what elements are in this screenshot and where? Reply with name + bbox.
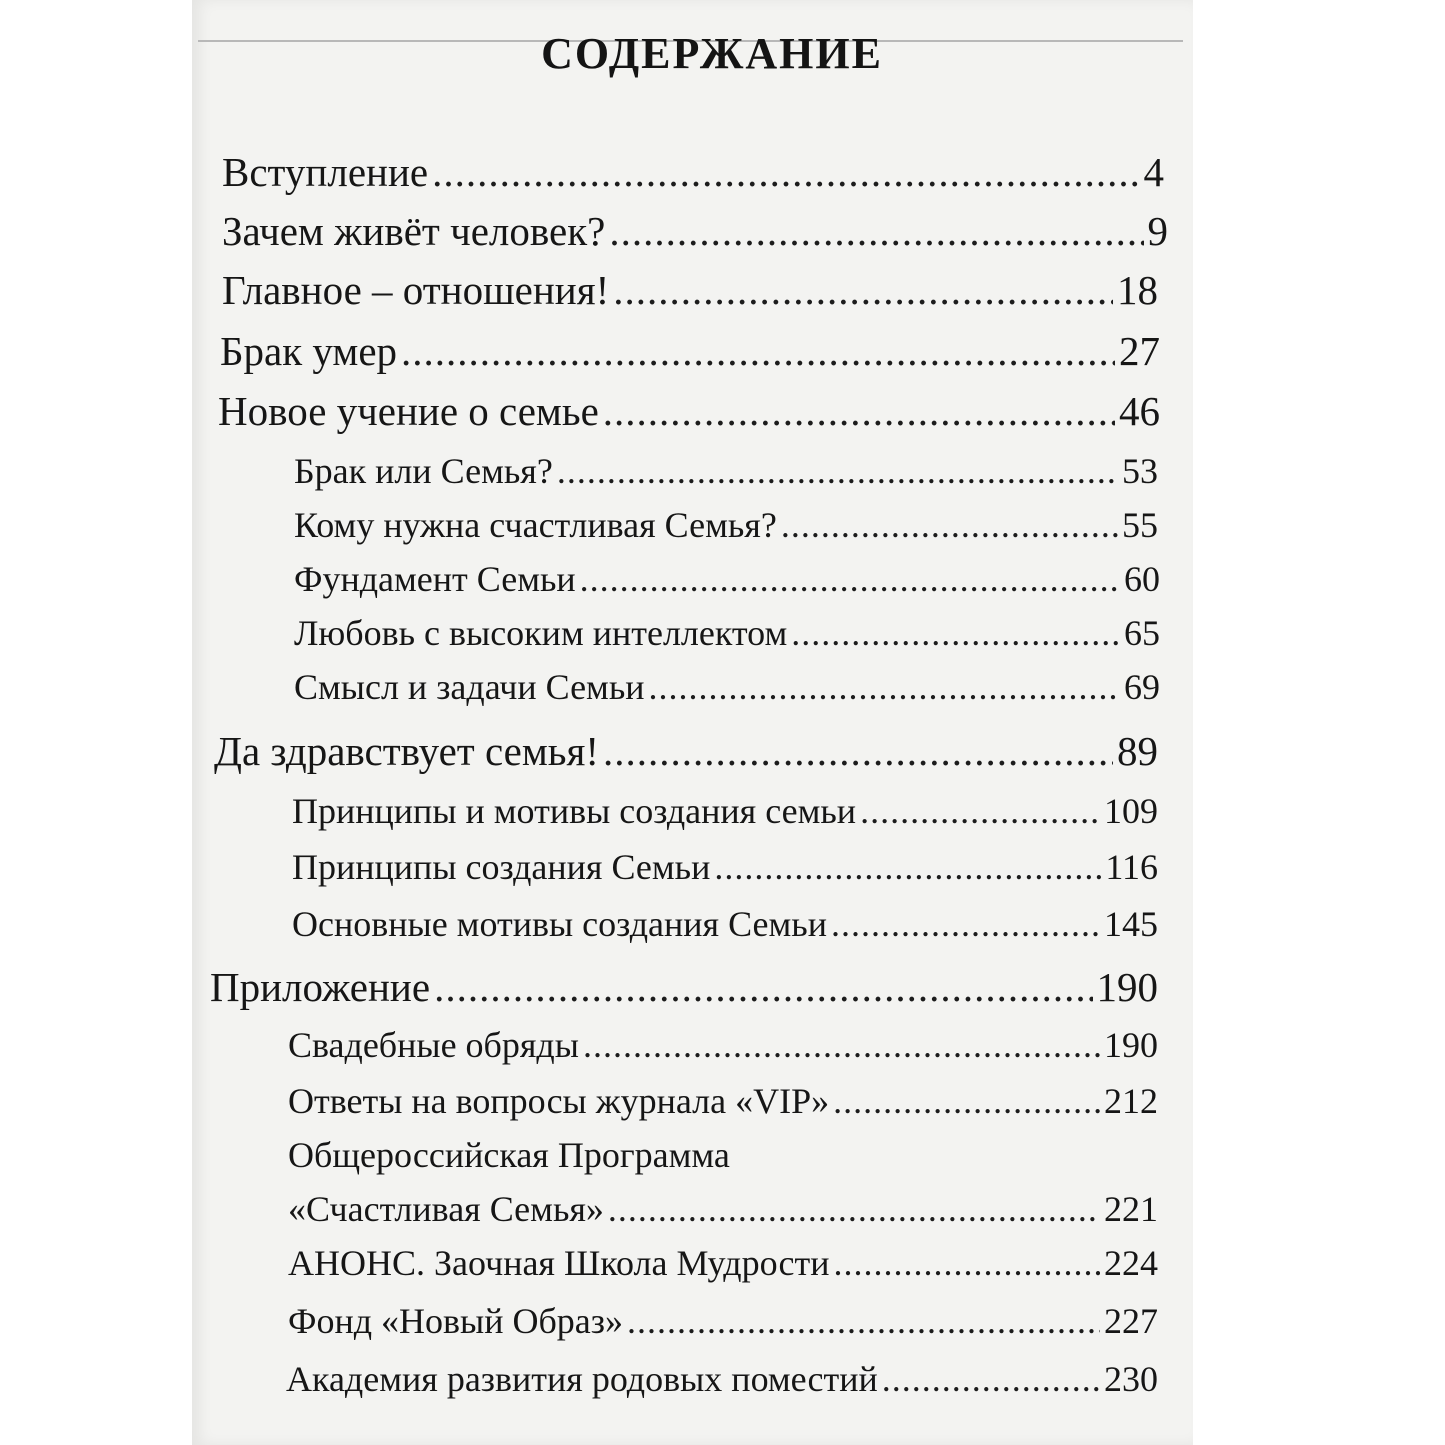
dot-leader (432, 148, 1139, 196)
toc-entry-page: 109 (1104, 791, 1158, 831)
toc-entry (286, 1358, 1158, 1400)
toc-entry-label: Да здравствует семья! (214, 728, 599, 774)
toc-entry-label: Приложение (210, 964, 431, 1010)
toc-entry (292, 790, 1158, 832)
dot-leader (627, 1300, 1100, 1342)
toc-entry (222, 266, 1158, 314)
toc-entry (294, 558, 1160, 600)
toc-entry-label: Кому нужна счастливая Семья? (294, 505, 777, 545)
toc-entry (222, 148, 1164, 196)
toc-entry-label: Любовь с высоким интеллектом (294, 613, 788, 653)
toc-entry-page: 46 (1119, 388, 1160, 434)
toc-entry-page: 227 (1104, 1301, 1158, 1341)
toc-entry-label: Принципы и мотивы создания семьи (292, 791, 857, 831)
toc-entry (288, 1300, 1158, 1342)
toc-entry-label: АНОНС. Заочная Школа Мудрости (288, 1243, 830, 1283)
toc-entry (210, 963, 1158, 1011)
toc-entry-page: 4 (1143, 149, 1164, 195)
toc-entry-label: Главное – отношения! (222, 267, 610, 313)
dot-leader (434, 963, 1092, 1011)
toc-entry-page: 212 (1104, 1081, 1158, 1121)
dot-leader (714, 846, 1101, 888)
page-title: СОДЕРЖАНИЕ (541, 29, 883, 78)
dot-leader (831, 903, 1100, 945)
dot-leader (401, 327, 1115, 375)
toc-entry (288, 1080, 1158, 1122)
toc-entry-label: Ответы на вопросы журнала «VIP» (288, 1081, 830, 1121)
toc-entry-heading-only (288, 1134, 730, 1176)
toc-entry (292, 903, 1158, 945)
table-of-contents (192, 0, 1193, 1445)
dot-leader (833, 1242, 1100, 1284)
toc-entry-page: 9 (1147, 208, 1168, 254)
toc-entry-label: Свадебные обряды (288, 1025, 579, 1065)
toc-entry-page: 27 (1119, 328, 1160, 374)
toc-entry-page: 18 (1117, 267, 1158, 313)
book-page (192, 0, 1193, 1445)
dot-leader (608, 1188, 1100, 1230)
dot-leader (603, 387, 1115, 435)
toc-entry-page: 221 (1104, 1189, 1158, 1229)
toc-entry-page: 65 (1124, 613, 1160, 653)
toc-entry (292, 846, 1158, 888)
toc-entry-page: 60 (1124, 559, 1160, 599)
toc-entry-label: Фонд «Новый Образ» (288, 1301, 623, 1341)
toc-entry-page: 53 (1122, 451, 1158, 491)
toc-entry (294, 666, 1160, 708)
toc-entry (294, 450, 1158, 492)
toc-entry-label: Вступление (222, 149, 429, 195)
dot-leader (603, 727, 1113, 775)
toc-entry-page: 190 (1096, 964, 1158, 1010)
toc-entry-label: Брак умер (220, 328, 398, 374)
toc-entry-page: 69 (1124, 667, 1160, 707)
toc-entry-label: Смысл и задачи Семьи (294, 667, 645, 707)
toc-entry-page: 89 (1117, 728, 1158, 774)
toc-entry-page: 55 (1122, 505, 1158, 545)
toc-entry-label: «Счастливая Семья» (288, 1189, 604, 1229)
toc-entry (220, 327, 1160, 375)
dot-leader (557, 450, 1118, 492)
toc-entry-label: Зачем живёт человек? (222, 208, 606, 254)
toc-entry-label: Общероссийская Программа (288, 1135, 730, 1175)
toc-entry (222, 207, 1168, 255)
toc-entry (294, 504, 1158, 546)
toc-entry (218, 387, 1160, 435)
dot-leader (833, 1080, 1100, 1122)
toc-entry (214, 727, 1158, 775)
toc-entry (288, 1188, 1158, 1230)
dot-leader (781, 504, 1118, 546)
toc-entry-page: 230 (1104, 1359, 1158, 1399)
toc-entry-label: Брак или Семья? (294, 451, 553, 491)
toc-entry (294, 612, 1160, 654)
toc-entry-label: Новое учение о семье (218, 388, 599, 434)
toc-entry-page: 190 (1104, 1025, 1158, 1065)
toc-entry-page: 116 (1105, 847, 1158, 887)
dot-leader (580, 558, 1120, 600)
toc-entry-label: Основные мотивы создания Семьи (292, 904, 827, 944)
dot-leader (649, 666, 1120, 708)
dot-leader (583, 1024, 1100, 1066)
toc-entry-page: 224 (1104, 1243, 1158, 1283)
toc-entry-label: Академия развития родовых поместий (286, 1359, 878, 1399)
toc-entry (288, 1242, 1158, 1284)
toc-entry (288, 1024, 1158, 1066)
toc-entry-label: Фундамент Семьи (294, 559, 576, 599)
dot-leader (882, 1358, 1100, 1400)
dot-leader (609, 207, 1143, 255)
dot-leader (791, 612, 1120, 654)
dot-leader (860, 790, 1100, 832)
toc-entry-page: 145 (1104, 904, 1158, 944)
dot-leader (613, 266, 1113, 314)
toc-entry-label: Принципы создания Семьи (292, 847, 711, 887)
